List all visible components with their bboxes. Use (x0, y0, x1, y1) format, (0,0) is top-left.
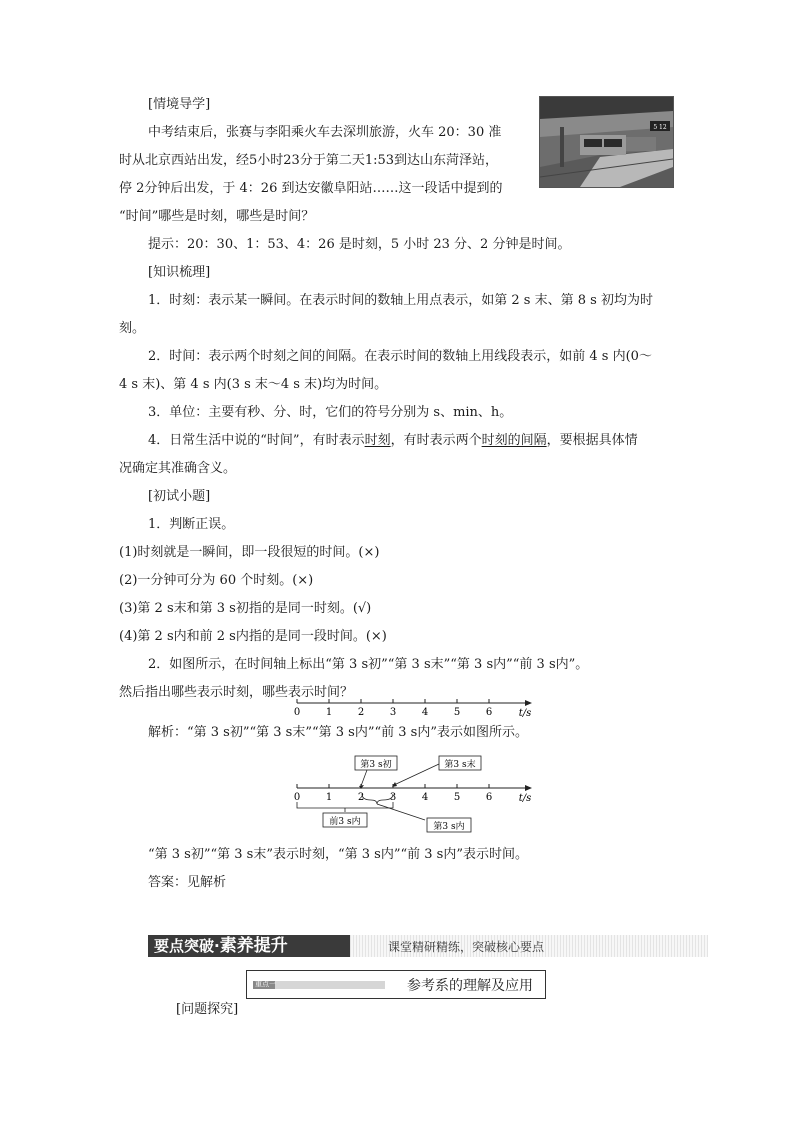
time-axis-blank (285, 694, 545, 720)
topic-tag-label: 重点一 (255, 980, 276, 988)
scenario-heading: [情境导学] (148, 97, 211, 112)
blank-axis-tick-label-1: 1 (325, 707, 333, 718)
knowledge-item-4-line-1 (148, 432, 638, 450)
banner-title (148, 935, 350, 957)
quiz-analysis: 解析：“第 3 s初”“第 3 s末”“第 3 s内”“前 3 s内”表示如图所示。 (148, 725, 528, 740)
item4-post: ，要根据具体情 (546, 433, 638, 448)
topic-title: 参考系的理解及应用 (407, 978, 533, 994)
blank-axis-tick-label-0: 0 (293, 707, 301, 718)
time-axis-annotated (285, 752, 545, 836)
quiz-judgment-3: (3)第 2 s末和第 3 s初指的是同一时刻。(√) (119, 601, 372, 616)
banner-subtitle: 课堂精研精练，突破核心要点 (388, 940, 545, 954)
annot-axis-tick-label-1: 1 (325, 792, 333, 803)
quiz-judgment-2: (2)一分钟可分为 60 个时刻。(×) (119, 573, 314, 588)
scenario-hint: 提示：20：30、1：53、4：26 是时刻，5 小时 23 分、2 分钟是时间。 (148, 237, 571, 252)
end3-arrow (394, 764, 439, 785)
start3-arrow (361, 770, 367, 786)
knowledge-item-2-line-2: 4 s 末)、第 4 s 内(3 s 末～4 s 末)均为时间。 (119, 377, 388, 392)
scenario-line-1: 中考结束后，张赛与李阳乘火车去深圳旅游，火车 20：30 准 (148, 125, 502, 140)
item4-underline-moment: 时刻 (364, 433, 391, 448)
quiz-q2-line-1: 2．如图所示，在时间轴上标出“第 3 s初”“第 3 s末”“第 3 s内”“前 3 s内”。 (148, 657, 589, 672)
quiz-q1: 1．判断正误。 (148, 517, 235, 532)
start3-label: 第3 s初 (360, 760, 392, 770)
within3-arrow (377, 804, 425, 820)
first3-bracket (297, 802, 393, 808)
scenario-line-2: 时从北京西站出发，经5小时23分于第二天1:53到达山东菏泽站， (119, 153, 499, 168)
blank-axis-tick-label-6: 6 (485, 707, 493, 718)
quiz-judgment-4: (4)第 2 s内和前 2 s内指的是同一段时间。(×) (119, 629, 387, 644)
knowledge-item-1-line-2: 刻。 (119, 321, 146, 336)
knowledge-item-3: 3．单位：主要有秒、分、时，它们的符号分别为 s、min、h。 (148, 405, 513, 420)
topic-box (246, 970, 546, 999)
photo-sign-text: 5 12 (653, 124, 667, 131)
knowledge-item-2-line-1: 2．时间：表示两个时刻之间的间隔。在表示时间的数轴上用线段表示，如前 4 s 内(0～ (148, 349, 652, 364)
knowledge-heading: [知识梳理] (148, 265, 211, 280)
end3-label: 第3 s末 (444, 760, 476, 770)
knowledge-item-4-line-2: 况确定其准确含义。 (119, 461, 237, 476)
blank-axis-tick-label-4: 4 (421, 707, 429, 718)
annot-axis-tick-label-0: 0 (293, 792, 301, 803)
blank-axis-tick-label-5: 5 (453, 707, 461, 718)
next-heading: [问题探究] (176, 1002, 239, 1017)
quiz-q2-line-2: 然后指出哪些表示时刻，哪些表示时间？ (119, 685, 354, 700)
item4-underline-interval: 时刻的间隔 (481, 433, 547, 448)
knowledge-item-1-line-1: 1．时刻：表示某一瞬间。在表示时间的数轴上用点表示，如第 2 s 末、第 8 s 初均为时 (148, 293, 653, 308)
annot-axis-tick-label-3: 3 (389, 792, 397, 803)
banner-title-b: 素养提升 (219, 936, 288, 956)
within3-brace (362, 794, 393, 804)
quiz-heading: [初试小题] (148, 489, 211, 504)
blank-axis-tick-label-3: 3 (389, 707, 397, 718)
blank-axis-axis-unit: t/s (518, 708, 532, 719)
annot-axis-axis-unit: t/s (518, 793, 532, 804)
annot-axis-tick-label-2: 2 (357, 792, 365, 803)
scenario-line-4: “时间”哪些是时刻，哪些是时间？ (119, 209, 315, 224)
annot-axis-tick-label-4: 4 (421, 792, 429, 803)
scenario-line-3: 停 2分钟后出发，于 4：26 到达安徽阜阳站……这一段话中提到的 (119, 181, 503, 196)
annot-axis-tick-label-5: 5 (453, 792, 461, 803)
item4-mid: ，有时表示两个 (390, 433, 482, 448)
quiz-conclusion: “第 3 s初”“第 3 s末”表示时刻，“第 3 s内”“前 3 s内”表示时间。 (148, 847, 528, 862)
item4-pre: 4．日常生活中说的“时间”，有时表示 (148, 433, 365, 448)
within3-label: 第3 s内 (433, 822, 465, 832)
section-banner (148, 935, 708, 957)
quiz-answer: 答案：见解析 (148, 875, 227, 890)
annot-axis-tick-label-6: 6 (485, 792, 493, 803)
banner-title-a: 要点突破· (154, 937, 220, 955)
first3-label: 前3 s内 (329, 817, 361, 827)
topic-tag (253, 981, 385, 989)
quiz-judgment-1: (1)时刻就是一瞬间，即一段很短的时间。(×) (119, 545, 380, 560)
blank-axis-tick-label-2: 2 (357, 707, 365, 718)
train-station-photo (539, 96, 674, 188)
